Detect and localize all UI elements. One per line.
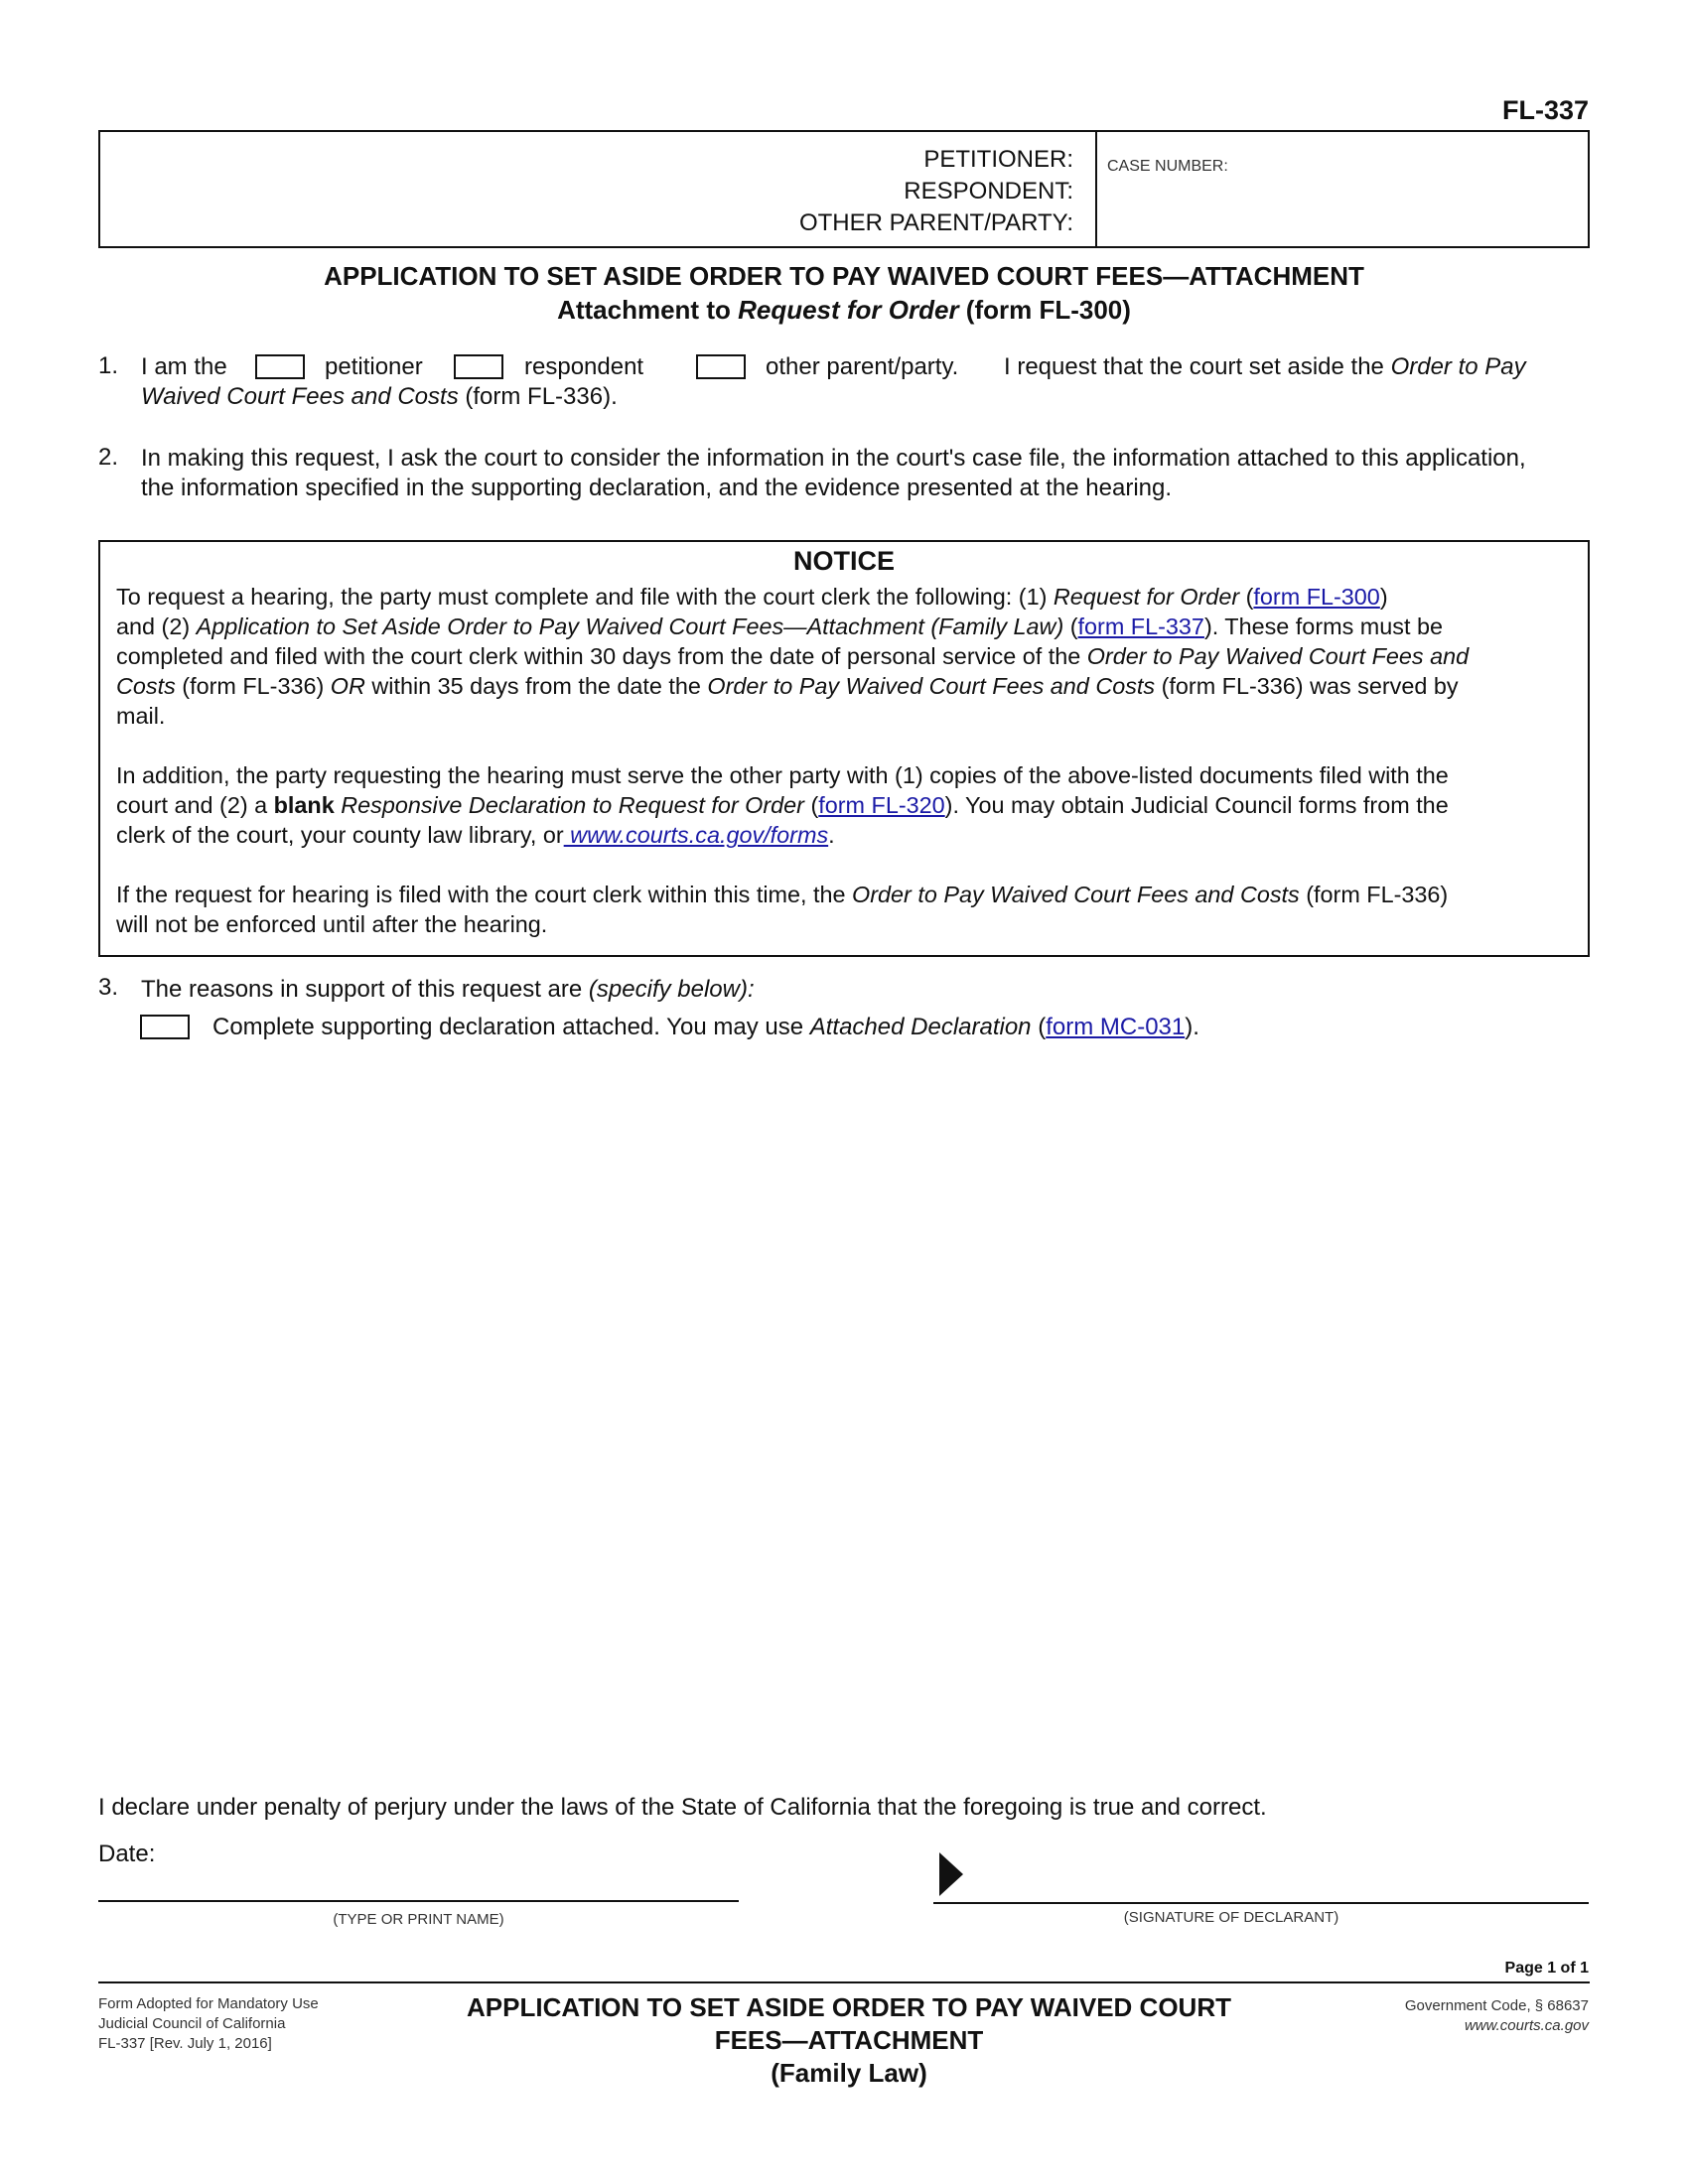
form-title-line2 <box>98 293 1590 327</box>
respondent-checkbox[interactable] <box>454 354 503 379</box>
party-names-area[interactable] <box>100 132 1097 246</box>
footer-title-line1: APPLICATION TO SET ASIDE ORDER TO PAY WAIVED COURT <box>467 1992 1231 2022</box>
perjury-declaration: I declare under penalty of perjury under the laws of the State of California that the foregoing is true and correct. <box>98 1794 1267 1821</box>
request-italic: Order to Pay <box>1390 353 1526 380</box>
petitioner-checkbox[interactable] <box>255 354 305 379</box>
signature-arrow-icon <box>939 1852 963 1896</box>
petitioner-option-label: petitioner <box>325 353 423 380</box>
declaration-attached-checkbox[interactable] <box>140 1015 190 1039</box>
notice-text: and (2) <box>116 614 197 639</box>
reasons-text-area[interactable] <box>141 1052 1590 1747</box>
declaration-italic: Attached Declaration <box>809 1014 1032 1040</box>
petitioner-label: PETITIONER: <box>923 146 1073 173</box>
form-title-line1: APPLICATION TO SET ASIDE ORDER TO PAY WAIVED COURT FEES—ATTACHMENT <box>324 261 1364 291</box>
notice-italic: Order to Pay Waived Court Fees and Costs <box>707 673 1156 699</box>
notice-text: ). You may obtain Judicial Council forms from the <box>944 792 1449 818</box>
declaration-text: ). <box>1185 1014 1199 1040</box>
courts-forms-url: www.courts.ca.gov/forms <box>563 822 829 848</box>
notice-italic: Costs <box>116 673 176 699</box>
item-3-label: The reasons in support of this request are <box>141 976 589 1003</box>
declaration-attached-label <box>212 1013 1199 1042</box>
date-label: Date: <box>98 1841 156 1867</box>
other-party-checkbox[interactable] <box>696 354 746 379</box>
notice-italic: Request for Order <box>1053 584 1240 610</box>
notice-text: ( <box>1239 584 1254 610</box>
signature-line[interactable] <box>933 1902 1589 1904</box>
item-2-line1: In making this request, I ask the court to consider the information in the court's case file, the information attached to this application, <box>141 445 1526 472</box>
form-mc-031-link[interactable]: form MC-031 <box>1046 1014 1186 1040</box>
other-party-option-label: other parent/party. <box>766 353 959 380</box>
item-2-line2: the information specified in the supporting declaration, and the evidence presented at the hearing. <box>141 475 1173 501</box>
footer-revision: FL-337 [Rev. July 1, 2016] <box>98 2035 272 2052</box>
notice-italic: OR <box>330 673 365 699</box>
item-3-italic: (specify below): <box>588 976 755 1003</box>
notice-text: mail. <box>116 703 166 729</box>
notice-italic: Order to Pay Waived Court Fees and Costs <box>852 882 1300 907</box>
item-2-number: 2. <box>98 444 119 471</box>
notice-box <box>98 540 1590 957</box>
item-3-text <box>141 975 755 1005</box>
other-party-label: OTHER PARENT/PARTY: <box>798 209 1073 236</box>
item-1-request <box>1004 352 1526 382</box>
footer-adopted: Form Adopted for Mandatory Use <box>98 1995 319 2012</box>
declaration-text: ( <box>1031 1014 1047 1040</box>
courts-forms-url-link[interactable] <box>564 822 828 848</box>
footer-title-line2: FEES—ATTACHMENT <box>714 2025 984 2055</box>
notice-paragraph-2 <box>116 760 1566 850</box>
footer-council: Judicial Council of California <box>98 2015 286 2032</box>
notice-text: court and (2) a <box>116 792 274 818</box>
notice-text: ) <box>1379 584 1388 610</box>
notice-text: ). These forms must be <box>1203 614 1443 639</box>
notice-text: clerk of the court, your county law library, or <box>116 822 564 848</box>
form-fl-337-link[interactable]: form FL-337 <box>1077 614 1204 639</box>
notice-paragraph-1 <box>116 582 1566 731</box>
case-number-field[interactable] <box>1097 132 1588 246</box>
notice-text: will not be enforced until after the hearing. <box>116 911 548 937</box>
signature-caption: (SIGNATURE OF DECLARANT) <box>1123 1909 1339 1926</box>
item-3-number: 3. <box>98 974 119 1001</box>
caption-box <box>98 130 1590 248</box>
notice-paragraph-3 <box>116 880 1566 939</box>
notice-text: . <box>828 822 835 848</box>
form-fl-300-link[interactable]: form FL-300 <box>1253 584 1380 610</box>
notice-heading: NOTICE <box>792 546 895 576</box>
item-1-line2-italic: Waived Court Fees and Costs <box>141 383 459 410</box>
footer-website: www.courts.ca.gov <box>1464 2017 1589 2034</box>
notice-text: within 35 days from the date the <box>364 673 708 699</box>
footer-title <box>417 1991 1281 2090</box>
notice-italic: Order to Pay Waived Court Fees and <box>1086 643 1470 669</box>
footer-gov-code: Government Code, § 68637 <box>1404 1997 1589 2014</box>
notice-text: (form FL-336) <box>1299 882 1449 907</box>
notice-text: ( <box>1063 614 1078 639</box>
notice-text: If the request for hearing is filed with the court clerk within this time, the <box>116 882 853 907</box>
name-line[interactable] <box>98 1900 739 1902</box>
notice-text: ( <box>803 792 819 818</box>
item-1-number: 1. <box>98 352 119 379</box>
item-1-line2 <box>141 382 618 412</box>
notice-bold: blank <box>273 792 335 818</box>
notice-text: completed and filed with the court clerk within 30 days from the date of personal service of the <box>116 643 1087 669</box>
item-1-lead: I am the <box>141 353 227 380</box>
respondent-option-label: respondent <box>524 353 644 380</box>
title-italic: Request for Order <box>738 295 959 325</box>
notice-italic: Responsive Declaration to Request for Order <box>341 792 804 818</box>
notice-text: (form FL-336) was served by <box>1155 673 1459 699</box>
name-caption: (TYPE OR PRINT NAME) <box>333 1911 504 1928</box>
form-fl-320-link[interactable]: form FL-320 <box>818 792 945 818</box>
title-text: Attachment to <box>557 295 739 325</box>
page-number: Page 1 of 1 <box>1504 1960 1589 1977</box>
item-1-line2-text: (form FL-336). <box>458 383 618 410</box>
footer-title-line3: (Family Law) <box>771 2058 927 2088</box>
footer-right <box>1291 1996 1589 2036</box>
respondent-label: RESPONDENT: <box>904 178 1073 205</box>
notice-body <box>116 582 1566 969</box>
form-number: FL-337 <box>1501 95 1589 125</box>
title-text: (form FL-300) <box>958 295 1131 325</box>
notice-text: In addition, the party requesting the hearing must serve the other party with (1) copies of the above-listed documents filed with the <box>116 762 1449 788</box>
notice-text: To request a hearing, the party must complete and file with the court clerk the following: (1) <box>116 584 1054 610</box>
case-number-label: CASE NUMBER: <box>1107 158 1228 175</box>
footer-rule <box>98 1981 1590 1983</box>
notice-text: (form FL-336) <box>175 673 331 699</box>
declaration-text: Complete supporting declaration attached. You may use <box>212 1014 810 1040</box>
form-title <box>98 259 1590 327</box>
notice-italic: Application to Set Aside Order to Pay Waived Court Fees—Attachment (Family Law) <box>196 614 1064 639</box>
footer-left <box>98 1994 319 2054</box>
request-text: I request that the court set aside the <box>1004 353 1384 380</box>
